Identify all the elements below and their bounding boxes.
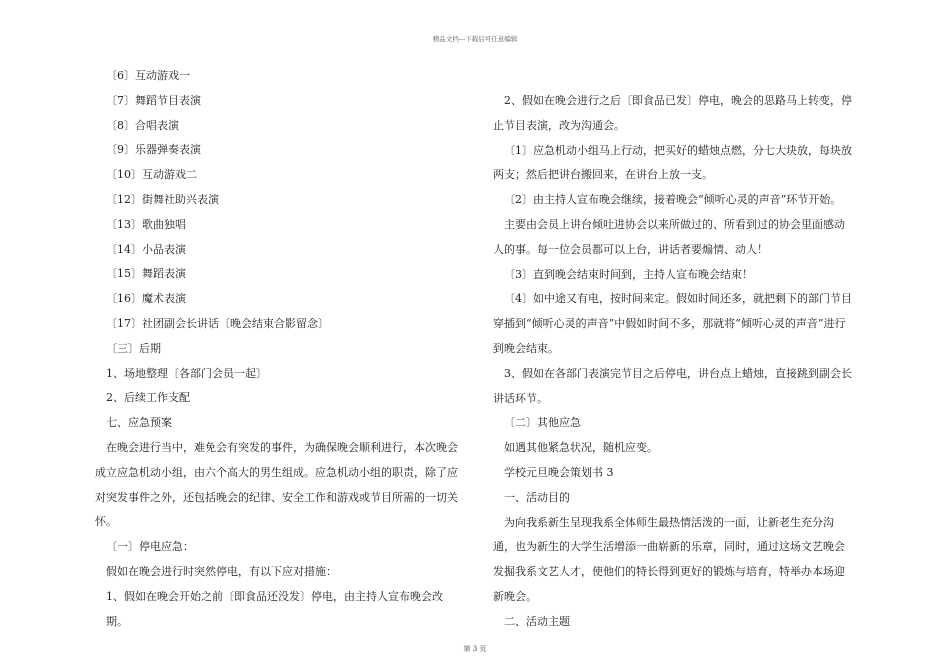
left-column — [95, 64, 463, 634]
paragraph: 主要由会员上讲台倾吐进协会以来所做过的、所看到过的协会里面感动人的事。每一位会员都可以上台，讲话者要煽情、动人！ — [493, 217, 845, 256]
paragraph: 〔8〕合唱表演 — [106, 118, 179, 132]
paragraph: 二、活动主题 — [504, 614, 570, 628]
paragraph: 为向我系新生呈现我系全体师生最热情活泼的一面，让新老生充分沟通，也为新生的大学生活增添一曲崭新的乐章，同时，通过这场文艺晚会发掘我系文艺人才，使他们的特长得到更好的锻炼与培育，特举办本场迎新晚会。 — [493, 515, 845, 603]
paragraph: 〔16〕魔术表演 — [106, 292, 186, 306]
paragraph: 3、假如在各部门表演完节目之后停电，讲台点上蜡烛，直接跳到副会长讲话环节。 — [493, 366, 852, 405]
paragraph: 2、后续工作支配 — [106, 391, 190, 405]
paragraph: 假如在晚会进行时突然停电，有以下应对措施： — [106, 564, 337, 578]
paragraph: 〔10〕互动游戏二 — [106, 168, 197, 182]
paragraph: 〔二〕其他应急 — [504, 416, 581, 430]
paragraph: 〔4〕如中途又有电，按时间来定。假如时间还多，就把剩下的部门节目穿插到“倾听心灵的声音”中假如时间不多，那就将“倾听心灵的声音”进行到晚会结束。 — [493, 292, 852, 355]
page-number: 第 3 页 — [463, 645, 487, 653]
paragraph: 七、应急预案 — [106, 416, 172, 430]
paragraph: 〔2〕由主持人宣布晚会继续，接着晚会“倾听心灵的声音”环节开始。 — [504, 193, 842, 207]
paragraph: 〔3〕直到晚会结束时间到，主持人宣布晚会结束！ — [504, 267, 753, 281]
paragraph: 1、假如在晚会开始之前〔即食品还没发〕停电，由主持人宣布晚会改期。 — [106, 589, 443, 628]
paragraph: 〔12〕街舞社助兴表演 — [106, 192, 219, 206]
paragraph: 〔7〕舞蹈节目表演 — [106, 93, 201, 107]
paragraph: 2、假如在晚会进行之后〔即食品已发〕停电，晚会的思路马上转变，停止节目表演，改为沟通会。 — [493, 94, 852, 132]
paragraph: 〔1〕应急机动小组马上行动，把买好的蜡烛点燃，分七大块放，每块放两支；然后把讲台搬回来，在讲台上放一支。 — [493, 143, 852, 182]
paragraph: 〔9〕乐器弹奏表演 — [106, 143, 201, 157]
paragraph: 一、活动目的 — [504, 490, 570, 504]
paragraph: 〔15〕舞蹈表演 — [106, 267, 186, 281]
paragraph: 在晚会进行当中，难免会有突发的事件，为确保晚会顺利进行，本次晚会成立应急机动小组，由六个高大的男生组成。应急机动小组的职责，除了应对突发事件之外，还包括晚会的纪律、安全工作和游戏或节目所需的一切关怀。 — [95, 440, 458, 529]
paragraph: 〔三〕后期 — [106, 341, 161, 355]
paragraph: 〔一〕停电应急： — [106, 540, 194, 554]
paragraph: 〔17〕社团副会长讲话〔晚会结束合影留念〕 — [106, 316, 329, 330]
right-column — [493, 89, 855, 635]
paragraph: 〔6〕互动游戏一 — [106, 69, 190, 82]
paragraph: 〔14〕小品表演 — [106, 242, 186, 256]
page-header: 精品文档---下载后可任意编辑 — [432, 35, 518, 43]
paragraph: 如遇其他紧急状况，随机应变。 — [504, 441, 658, 455]
paragraph: 1、场地整理〔各部门会员一起〕 — [106, 366, 267, 380]
paragraph: 学校元旦晚会策划书 3 — [504, 465, 614, 479]
paragraph: 〔13〕歌曲独唱 — [106, 217, 186, 231]
